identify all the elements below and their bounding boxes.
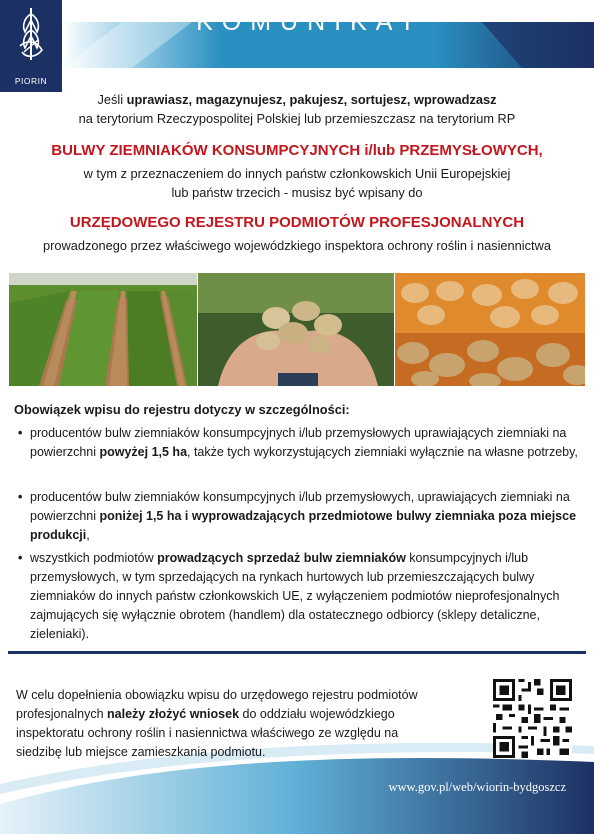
sub-text-2: prowadzonego przez właściwego wojewódzkiego inspektora ochrony roślin i nasiennictwa: [43, 238, 551, 253]
obligation-title: Obowiązek wpisu do rejestru dotyczy w szczególności:: [14, 402, 350, 417]
photo-hands-potatoes: [198, 273, 394, 386]
photo-strip: [9, 273, 585, 386]
list-item: • producentów bulw ziemniaków konsumpcyjnych i/lub przemysłowych uprawiających ziemniaki na powierzchni powyżej 1,5 ha, także tych wykorzystujących ziemniaki wyłącznie na własne potrzeby,: [18, 426, 578, 459]
sub-text-1-line-1: w tym z przeznaczeniem do innych państw członkowskich Unii Europejskiej: [83, 166, 511, 181]
logo-text: PIORIN: [14, 76, 48, 86]
heading-potatoes: BULWY ZIEMNIAKÓW KONSUMPCYJNYCH i/lub PRZEMYSŁOWYCH,: [51, 142, 543, 159]
intro-line-2: na terytorium Rzeczypospolitej Polskiej lub przemieszczasz na terytorium RP: [78, 111, 516, 126]
photo-potato-sacks: [395, 273, 585, 386]
photo-potato-field: [9, 273, 197, 386]
list-item: • producentów bulw ziemniaków konsumpcyjnych i/lub przemysłowych, uprawiających ziemniaki na powierzchni poniżej 1,5 ha i wyprowadzających przedmiotowe bulwy ziemniaka poza miejsce produkcji,: [18, 490, 577, 542]
bullet-icon: •: [18, 426, 23, 440]
closing-text: W celu dopełnienia obowiązku wpisu do urzędowego rejestru podmiotów profesjonalnych należy złożyć wniosek do oddziału wojewódzkiego inspektoratu ochrony roślin i nasiennictwa właściwego ze względu na siedzibę lub miejsce zamieszkania podmiotu.: [16, 688, 418, 759]
sub-text-1: [10, 164, 584, 202]
list-item: • wszystkich podmiotów prowadzących sprzedaż bulw ziemniaków konsumpcyjnych i/lub przemysłowych, w tym sprzedających na rynkach hurtowych lub przemieszczających bulwy ziemniaków do innych państw członkowskich UE, z wyłączeniem podmiotów nieprofesjonalnych zajmujących się wyłącznie obrotem (handlem) dla ostatecznego odbiorcy (sklepy detaliczne, zieleniaki).: [18, 551, 560, 641]
qr-code-icon[interactable]: [493, 679, 572, 758]
intro-line-1: Jeśli uprawiasz, magazynujesz, pakujesz, sortujesz, wprowadzasz: [97, 92, 497, 107]
sub-text-1-line-2: lub państw trzecich - musisz być wpisany do: [171, 185, 423, 200]
logo: [0, 0, 62, 92]
header: [0, 0, 594, 92]
website-link[interactable]: www.gov.pl/web/wiorin-bydgoszcz: [388, 780, 566, 794]
bullet-icon: •: [18, 490, 23, 504]
piorin-logo-icon: [0, 0, 62, 80]
intro: [20, 90, 574, 128]
heading-registry: URZĘDOWEGO REJESTRU PODMIOTÓW PROFESJONALNYCH: [69, 214, 525, 231]
page-title: KOMUNIKAT: [196, 8, 424, 36]
bullet-icon: •: [18, 551, 23, 565]
